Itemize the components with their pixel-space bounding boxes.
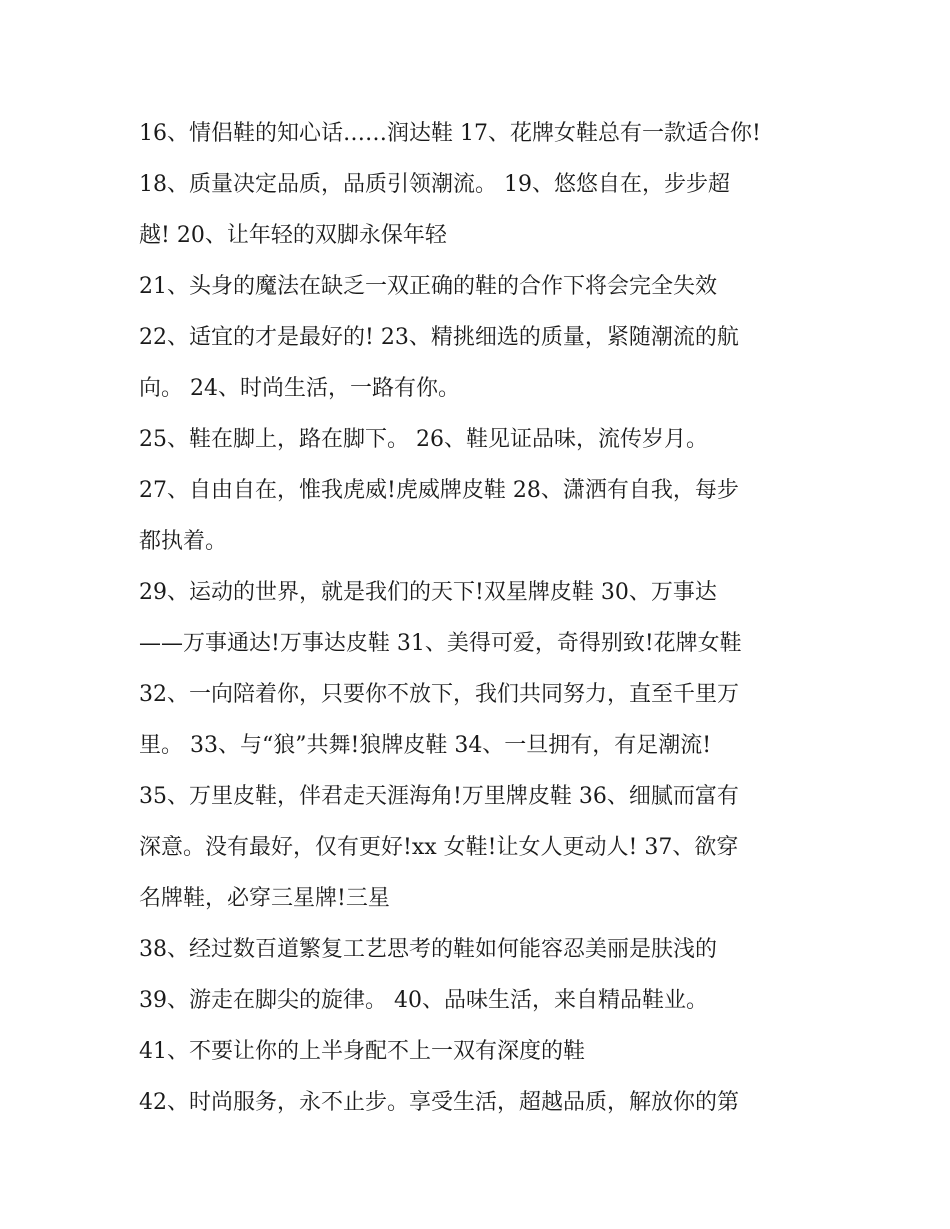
text-line: 32、一向陪着你，只要你不放下，我们共同努力，直至千里万 — [139, 682, 739, 707]
text-line: 35、万里皮鞋，伴君走天涯海角!万里牌皮鞋 36、细腻而富有 — [139, 784, 739, 809]
text-line: 27、自由自在，惟我虎威!虎威牌皮鞋 28、潇洒有自我，每步 — [139, 478, 739, 503]
body-text — [139, 108, 819, 1128]
text-line: 都执着。 — [139, 529, 228, 554]
text-line: 21、头身的魔法在缺乏一双正确的鞋的合作下将会完全失效 — [139, 274, 717, 299]
text-line: 名牌鞋，必穿三星牌!三星 — [139, 886, 390, 911]
text-line: 39、游走在脚尖的旋律。 40、品味生活，来自精品鞋业。 — [139, 988, 708, 1013]
text-line: ——万事通达!万事达皮鞋 31、美得可爱，奇得别致!花牌女鞋 — [139, 631, 742, 656]
text-line: 向。 24、时尚生活，一路有你。 — [139, 376, 460, 401]
text-line: 22、适宜的才是最好的! 23、精挑细选的质量，紧随潮流的航 — [139, 325, 739, 350]
text-line: 42、时尚服务，永不止步。享受生活，超越品质，解放你的第 — [139, 1090, 739, 1115]
text-line: 41、不要让你的上半身配不上一双有深度的鞋 — [139, 1039, 585, 1064]
text-line: 25、鞋在脚上，路在脚下。 26、鞋见证品味，流传岁月。 — [139, 427, 708, 452]
text-line: 38、经过数百道繁复工艺思考的鞋如何能容忍美丽是肤浅的 — [139, 937, 717, 962]
text-line: 里。 33、与“狼”共舞!狼牌皮鞋 34、一旦拥有，有足潮流! — [139, 733, 712, 758]
text-line: 16、情侣鞋的知心话……润达鞋 17、花牌女鞋总有一款适合你! — [139, 121, 761, 146]
text-line: 29、运动的世界，就是我们的天下!双星牌皮鞋 30、万事达 — [139, 580, 717, 605]
text-line: 深意。没有最好，仅有更好!xx 女鞋!让女人更动人! 37、欲穿 — [139, 835, 739, 860]
text-line: 越! 20、让年轻的双脚永保年轻 — [139, 223, 447, 248]
text-line: 18、质量决定品质，品质引领潮流。 19、悠悠自在，步步超 — [139, 172, 730, 197]
